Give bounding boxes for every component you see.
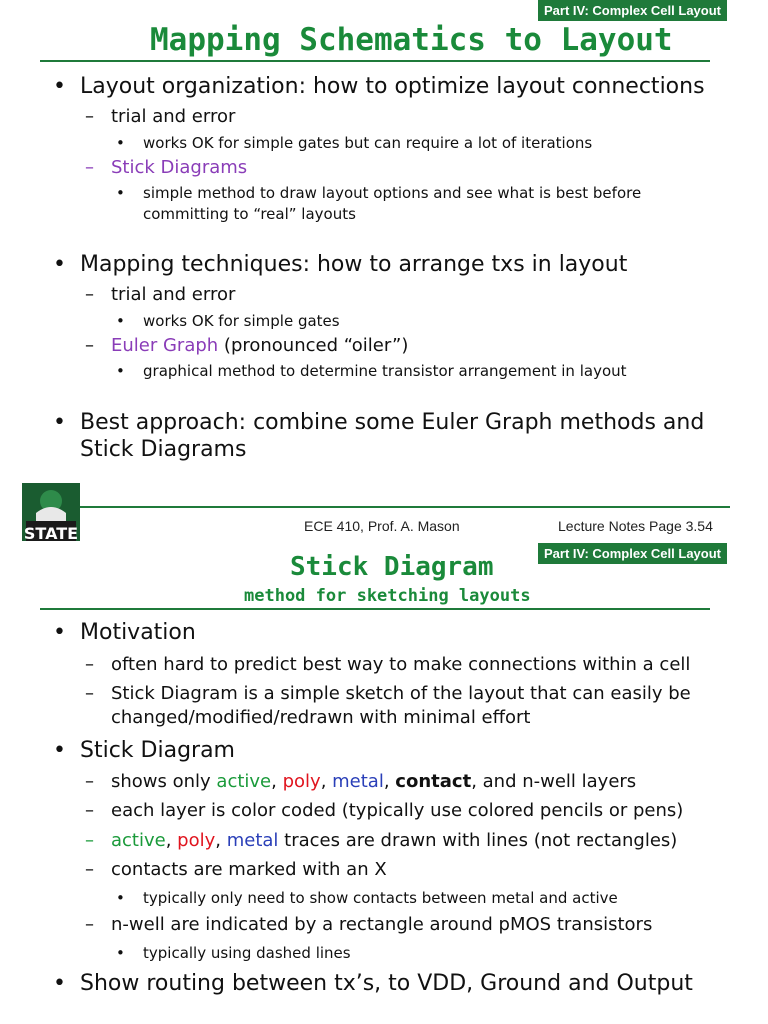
text-span: ,: [383, 771, 396, 792]
term-active: active: [111, 830, 166, 851]
sub-sub-bullet-continuation: committing to “real” layouts: [143, 205, 356, 223]
sub-bullet: – n-well are indicated by a rectangle around pMOS transistors: [111, 914, 652, 936]
bullet-layout-organization: • Layout organization: how to optimize layout connections: [80, 74, 705, 100]
sub-sub-bullet: • works OK for simple gates: [143, 311, 340, 331]
term-poly: poly: [282, 771, 321, 792]
sub-bullet: – contacts are marked with an X: [111, 859, 387, 881]
term-active: active: [216, 771, 272, 792]
sub-bullet-traces: [111, 830, 677, 852]
sub-sub-bullet: • simple method to draw layout options and see what is best before: [143, 183, 641, 203]
section-tag: Part IV: Complex Cell Layout: [538, 543, 727, 564]
sub-bullet-euler-graph: [111, 335, 408, 357]
sub-bullet-trial-error: – trial and error: [111, 106, 235, 128]
slide-title: Stick Diagram: [290, 552, 494, 582]
bullet-mapping-techniques: • Mapping techniques: how to arrange txs in layout: [80, 252, 627, 278]
sub-bullet-stick-diagrams: – Stick Diagrams: [111, 157, 247, 179]
bullet-stick-diagram: • Stick Diagram: [80, 738, 235, 764]
slide-title: Mapping Schematics to Layout: [150, 22, 673, 58]
title-divider: [40, 608, 710, 610]
section-tag: Part IV: Complex Cell Layout: [538, 0, 727, 21]
term-metal: metal: [332, 771, 384, 792]
footer-page-number: Lecture Notes Page 3.54: [558, 518, 713, 534]
slide-subtitle: method for sketching layouts: [244, 586, 531, 606]
term-poly: poly: [177, 830, 216, 851]
text-span: , and n-well layers: [471, 771, 637, 792]
svg-text:STATE: STATE: [23, 524, 79, 541]
sub-bullet: – Stick Diagram is a simple sketch of the layout that can easily be: [111, 683, 691, 705]
sub-sub-bullet: • works OK for simple gates but can require a lot of iterations: [143, 133, 592, 153]
sub-sub-bullet: • graphical method to determine transistor arrangement in layout: [143, 361, 627, 381]
sub-bullet-trial-error: – trial and error: [111, 284, 235, 306]
footer-course: ECE 410, Prof. A. Mason: [304, 518, 460, 534]
sub-bullet: – often hard to predict best way to make connections within a cell: [111, 654, 690, 676]
spartan-logo-icon: [22, 483, 80, 541]
term-contact: contact: [395, 771, 472, 792]
title-divider: [40, 60, 710, 62]
euler-graph-pronunciation: (pronounced “oiler”): [218, 335, 409, 356]
bullet-best-approach-continuation: Stick Diagrams: [80, 437, 247, 462]
text-span: traces are drawn with lines (not rectangles): [278, 830, 678, 851]
sub-bullet-continuation: changed/modified/redrawn with minimal effort: [111, 707, 531, 728]
university-logo: [22, 483, 80, 541]
sub-sub-bullet: • typically only need to show contacts between metal and active: [143, 888, 618, 908]
bullet-best-approach: • Best approach: combine some Euler Graph methods and: [80, 410, 704, 436]
euler-graph-term: Euler Graph: [111, 335, 219, 356]
sub-bullet-layers: [111, 771, 636, 793]
sub-sub-bullet: • typically using dashed lines: [143, 943, 351, 963]
text-span: ,: [215, 830, 227, 851]
text-span: ,: [271, 771, 283, 792]
bullet-motivation: • Motivation: [80, 620, 196, 646]
footer-divider: [80, 506, 730, 508]
sub-bullet: – each layer is color coded (typically use colored pencils or pens): [111, 800, 683, 822]
bullet-routing: • Show routing between tx’s, to VDD, Ground and Output: [80, 971, 693, 997]
text-span: shows only: [111, 771, 217, 792]
term-metal: metal: [226, 830, 279, 851]
text-span: ,: [320, 771, 333, 792]
text-span: ,: [165, 830, 178, 851]
